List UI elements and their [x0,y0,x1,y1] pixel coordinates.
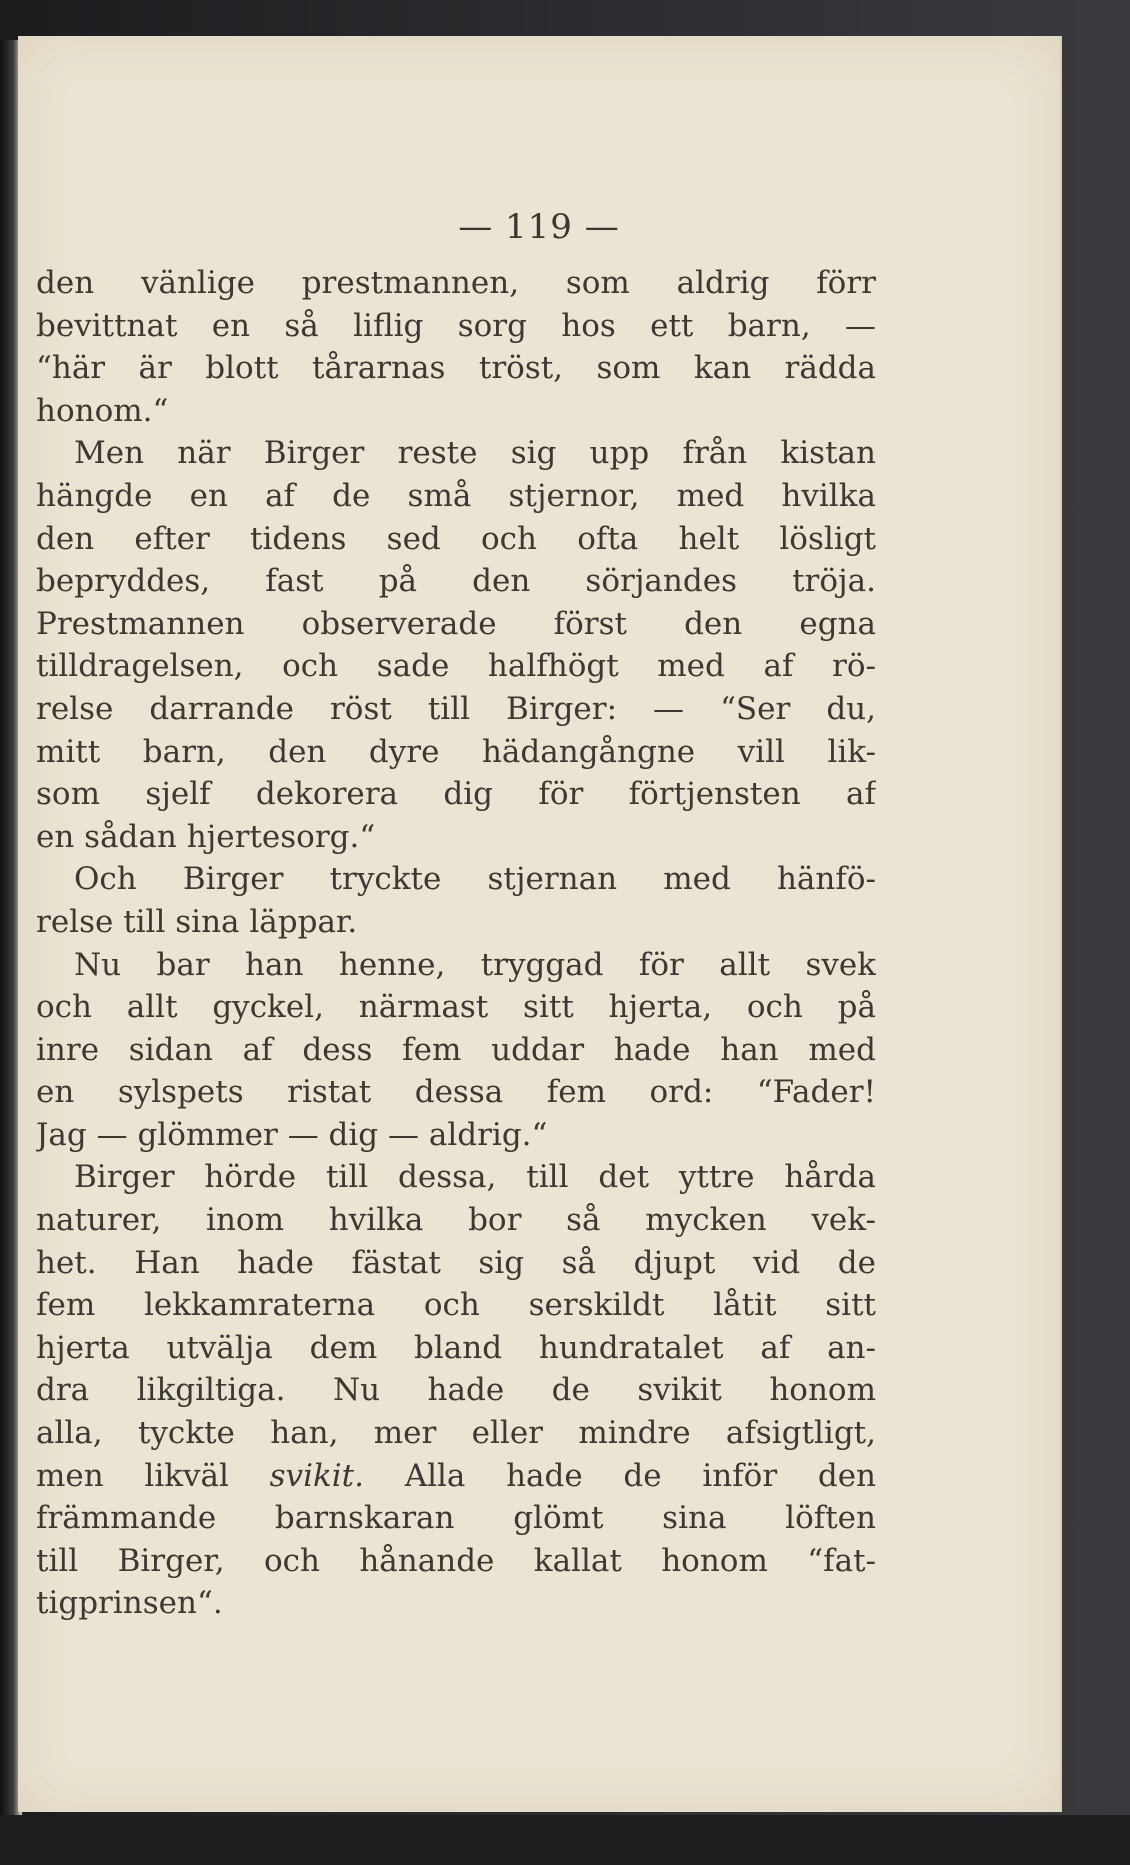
text-line: hängde en af de små stjernor, med hvilka [36,477,876,514]
emphasized-word: svikit. [269,1457,364,1494]
body-text [36,262,876,1625]
text-line: den vänlige prestmannen, som aldrig förr [36,265,876,301]
book-page [18,36,1060,1812]
text-line: alla, tyckte han, mer eller mindre afsigtligt, [36,1415,876,1452]
text-line: hjerta utvälja dem bland hundratalet af an- [36,1329,876,1366]
text-line: Jag — glömmer — dig — aldrig.“ [36,1116,548,1153]
text-line: inre sidan af dess fem uddar hade han med [36,1031,876,1068]
text-line: honom.“ [36,392,169,429]
text-line: fem lekkamraterna och serskildt låtit sitt [36,1287,876,1324]
text-line: bevittnat en så liflig sorg hos ett barn, — [36,307,876,344]
text-line: tilldragelsen, och sade halfhögt med af rö- [36,648,876,685]
text-line: naturer, inom hvilka bor så mycken vek- [36,1202,876,1239]
text-line: relse till sina läppar. [36,903,358,940]
text-line: Och Birger tryckte stjernan med hänfö- [74,861,876,898]
text-line: den efter tidens sed och ofta helt lösligt [36,520,876,557]
text-line: dra likgiltiga. Nu hade de svikit honom [36,1372,876,1409]
text-line: en sådan hjertesorg.“ [36,818,376,855]
text-line: relse darrande röst till Birger: — “Ser du, [36,690,876,727]
text-line: som sjelf dekorera dig för förtjensten af [36,776,876,813]
text-line: Prestmannen observerade först den egna [36,605,876,642]
text-line: tigprinsen“. [36,1585,223,1622]
text-segment: men likväl [36,1457,229,1494]
text-line: het. Han hade fästat sig så djupt vid de [36,1244,876,1281]
text-line: och allt gyckel, närmast sitt hjerta, och på [36,989,876,1026]
text-line: till Birger, och hånande kallat honom “fat- [36,1542,876,1579]
text-line: Birger hörde till dessa, till det yttre hårda [74,1159,876,1196]
page-number: — 119 — [458,207,620,247]
text-segment: Alla hade de inför den [404,1457,876,1494]
text-line: bepryddes, fast på den sörjandes tröja. [36,563,876,600]
text-line-with-emphasis [36,1455,876,1498]
text-line: Nu bar han henne, tryggad för allt svek [74,946,876,983]
bottom-shadow [0,1815,1130,1865]
text-line: “här är blott tårarnas tröst, som kan rädda [36,350,876,387]
text-line: Men när Birger reste sig upp från kistan [74,435,876,472]
text-line: en sylspets ristat dessa fem ord: “Fader! [36,1074,876,1111]
text-line: mitt barn, den dyre hädangångne vill lik- [36,733,876,770]
text-line: främmande barnskaran glömt sina löften [36,1500,876,1537]
